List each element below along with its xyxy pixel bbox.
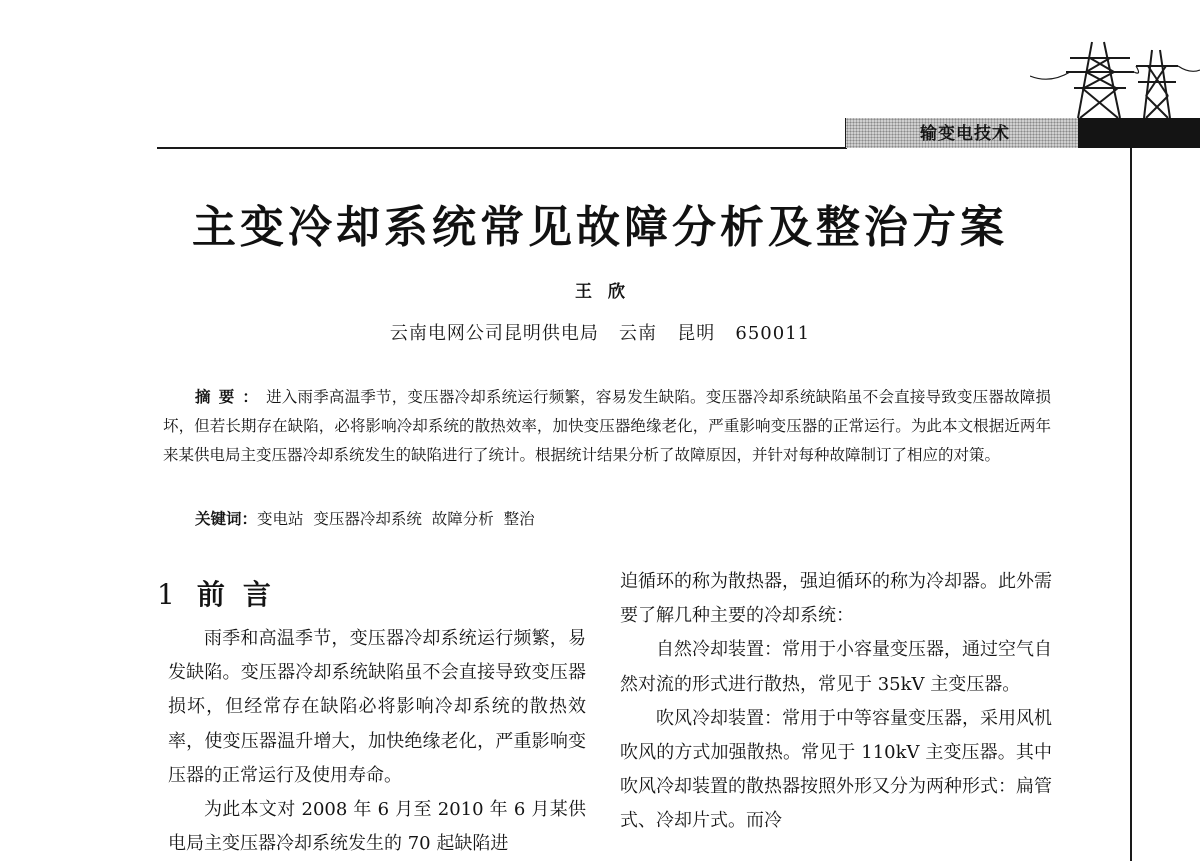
transmission-tower-icon [1030, 36, 1200, 118]
right-column-body [620, 565, 1052, 861]
section-title: 前言 [196, 578, 289, 611]
keywords [195, 504, 895, 533]
abstract-label: 摘要： [195, 387, 267, 406]
abstract [163, 382, 1051, 498]
left-column-body [168, 622, 586, 861]
section-banner-label: 输变电技术 [920, 124, 1010, 144]
author-affiliation: 云南电网公司昆明供电局 云南 昆明 650011 [389, 323, 811, 344]
section-heading [157, 575, 457, 615]
page-edge-rule [1130, 148, 1132, 861]
article-title: 主变冷却系统常见故障分析及整治方案 [192, 202, 1008, 253]
abstract-text: 进入雨季高温季节，变压器冷却系统运行频繁，容易发生缺陷。变压器冷却系统缺陷虽不会直接导致变压器故障损坏，但若长期存在缺陷，必将影响冷却系统的散热效率，加快变压器绝缘老化，严重影响变压器的正常运行。为此本文根据近两年来某供电局主变压器冷却系统发生的缺陷进行了统计。根据统计结果分析了故障原因，并针对每种故障制订了相应的对策。 [163, 388, 1051, 464]
section-banner-block [1078, 118, 1200, 148]
keywords-text: 变电站 变压器冷却系统 故障分析 整治 [257, 510, 535, 528]
section-number: 1 [157, 578, 175, 611]
keywords-label: 关键词： [195, 509, 258, 528]
body-paragraph: 迫循环的称为散热器，强迫循环的称为冷却器。此外需要了解几种主要的冷却系统： [620, 571, 1052, 627]
header-rule [157, 147, 847, 149]
body-paragraph: 自然冷却装置：常用于小容量变压器，通过空气自然对流的形式进行散热，常见于 35kV 主变压器。 [620, 639, 1052, 695]
body-paragraph: 雨季和高温季节，变压器冷却系统运行频繁，易发缺陷。变压器冷却系统缺陷虽不会直接导致变压器损坏，但经常存在缺陷必将影响冷却系统的散热效率，使变压器温升增大，加快绝缘老化，严重影响变压器的正常运行及使用寿命。 [168, 628, 586, 786]
author-name: 王欣 [575, 282, 641, 302]
body-paragraph: 为此本文对 2008 年 6 月至 2010 年 6 月某供电局主变压器冷却系统发生的 70 起缺陷进 [168, 799, 586, 855]
body-paragraph: 吹风冷却装置：常用于中等容量变压器，采用风机吹风的方式加强散热。常见于 110kV 主变压器。其中吹风冷却装置的散热器按照外形又分为两种形式：扁管式、冷却片式。而冷 [620, 707, 1052, 832]
